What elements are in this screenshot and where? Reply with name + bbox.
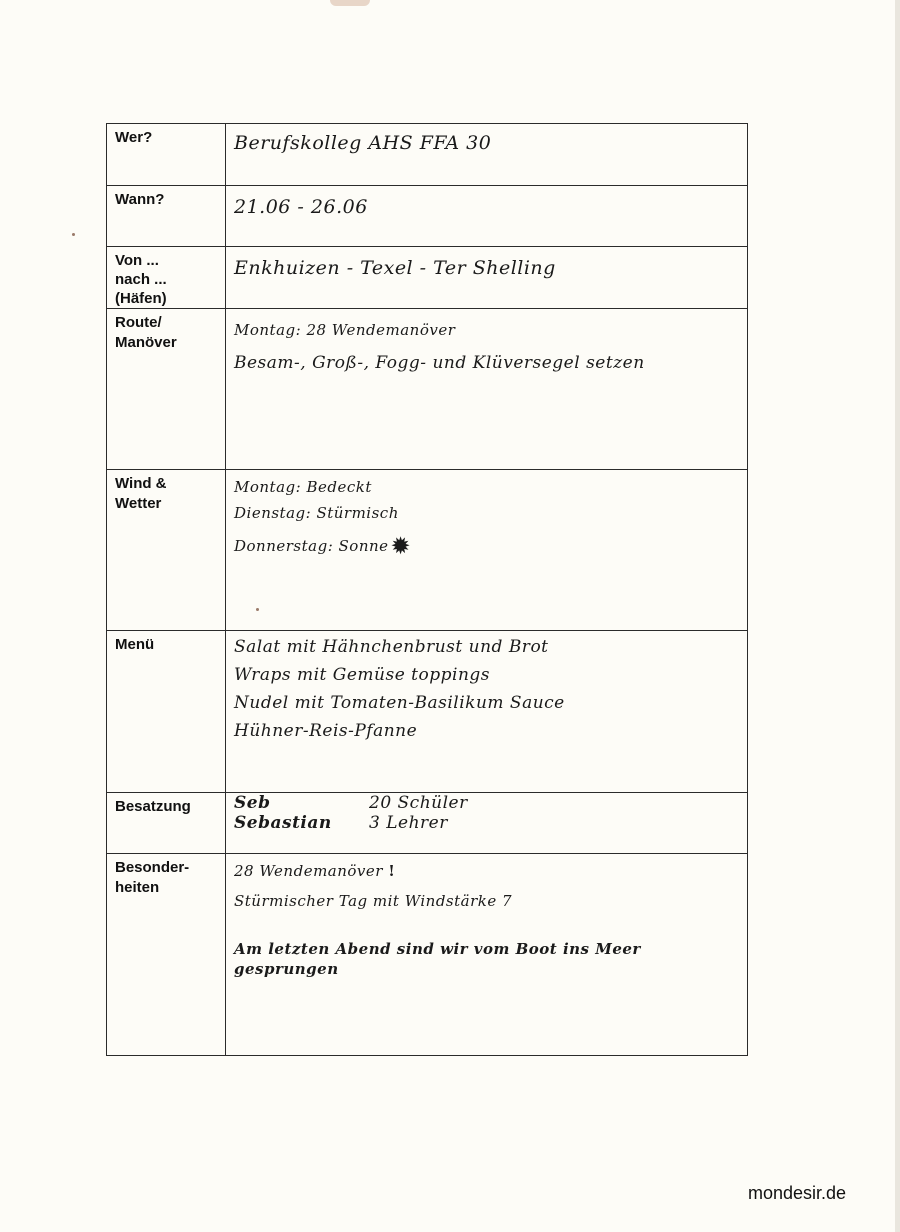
crew-counts xyxy=(369,793,468,833)
paper-smudge xyxy=(330,0,370,6)
crew-name-1: Seb xyxy=(234,793,271,813)
paper-speck xyxy=(72,233,75,236)
weather-line-2: Dienstag: Stürmisch xyxy=(234,504,399,522)
label-route: Route/ Manöver xyxy=(107,309,226,470)
sun-icon: ✹ xyxy=(390,532,412,560)
ink-dot xyxy=(256,608,259,611)
label-wer: Wer? xyxy=(107,124,226,186)
weather-line-3 xyxy=(234,532,747,560)
row-wetter xyxy=(107,470,748,631)
row-besonderheiten xyxy=(107,854,748,1056)
label-besonderheiten: Besonder- heiten xyxy=(107,854,226,1056)
label-wann: Wann? xyxy=(107,186,226,247)
value-wer xyxy=(226,124,748,186)
label-haefen: Von ... nach ... (Häfen) xyxy=(107,247,226,309)
value-haefen xyxy=(226,247,748,309)
logbook-table xyxy=(106,123,748,1056)
menu-line-3: Nudel mit Tomaten-Basilikum Sauce xyxy=(234,693,565,713)
special-line-3: Am letzten Abend sind wir vom Boot ins Meer xyxy=(234,940,641,958)
weather-line-3-text: Donnerstag: Sonne xyxy=(234,537,389,555)
special-line-4: gesprungen xyxy=(234,960,339,978)
value-wann xyxy=(226,186,748,247)
row-route xyxy=(107,309,748,470)
special-line-1 xyxy=(234,862,747,880)
crew-count-2: 3 Lehrer xyxy=(369,813,448,833)
exclamation-mark: ! xyxy=(388,862,396,880)
value-menue xyxy=(226,631,748,793)
menu-line-2: Wraps mit Gemüse toppings xyxy=(234,665,490,685)
menu-line-1: Salat mit Hähnchenbrust und Brot xyxy=(234,637,549,657)
route-line-1: Montag: 28 Wendemanöver xyxy=(234,321,456,339)
value-wetter xyxy=(226,470,748,631)
weather-line-1: Montag: Bedeckt xyxy=(234,478,372,496)
value-besatzung xyxy=(226,793,748,854)
row-wer xyxy=(107,124,748,186)
label-menue: Menü xyxy=(107,631,226,793)
crew-names xyxy=(234,793,369,833)
crew-list xyxy=(234,793,747,833)
value-wann-text: 21.06 - 26.06 xyxy=(234,196,368,218)
special-line-1-text: 28 Wendemanöver xyxy=(234,862,383,880)
label-wetter: Wind & Wetter xyxy=(107,470,226,631)
row-haefen xyxy=(107,247,748,309)
label-besatzung: Besatzung xyxy=(107,793,226,854)
special-line-2: Stürmischer Tag mit Windstärke 7 xyxy=(234,892,513,910)
row-besatzung xyxy=(107,793,748,854)
menu-line-4: Hühner-Reis-Pfanne xyxy=(234,721,418,741)
crew-count-1: 20 Schüler xyxy=(369,793,468,813)
footer-watermark: mondesir.de xyxy=(748,1183,847,1203)
crew-name-2: Sebastian xyxy=(234,813,332,833)
row-menue xyxy=(107,631,748,793)
value-route xyxy=(226,309,748,470)
value-haefen-text: Enkhuizen - Texel - Ter Shelling xyxy=(234,257,556,279)
route-line-2: Besam-, Groß-, Fogg- und Klüversegel setzen xyxy=(234,353,645,373)
value-wer-text: Berufskolleg AHS FFA 30 xyxy=(234,132,492,154)
page-edge xyxy=(895,0,900,1232)
row-wann xyxy=(107,186,748,247)
value-besonderheiten xyxy=(226,854,748,1056)
